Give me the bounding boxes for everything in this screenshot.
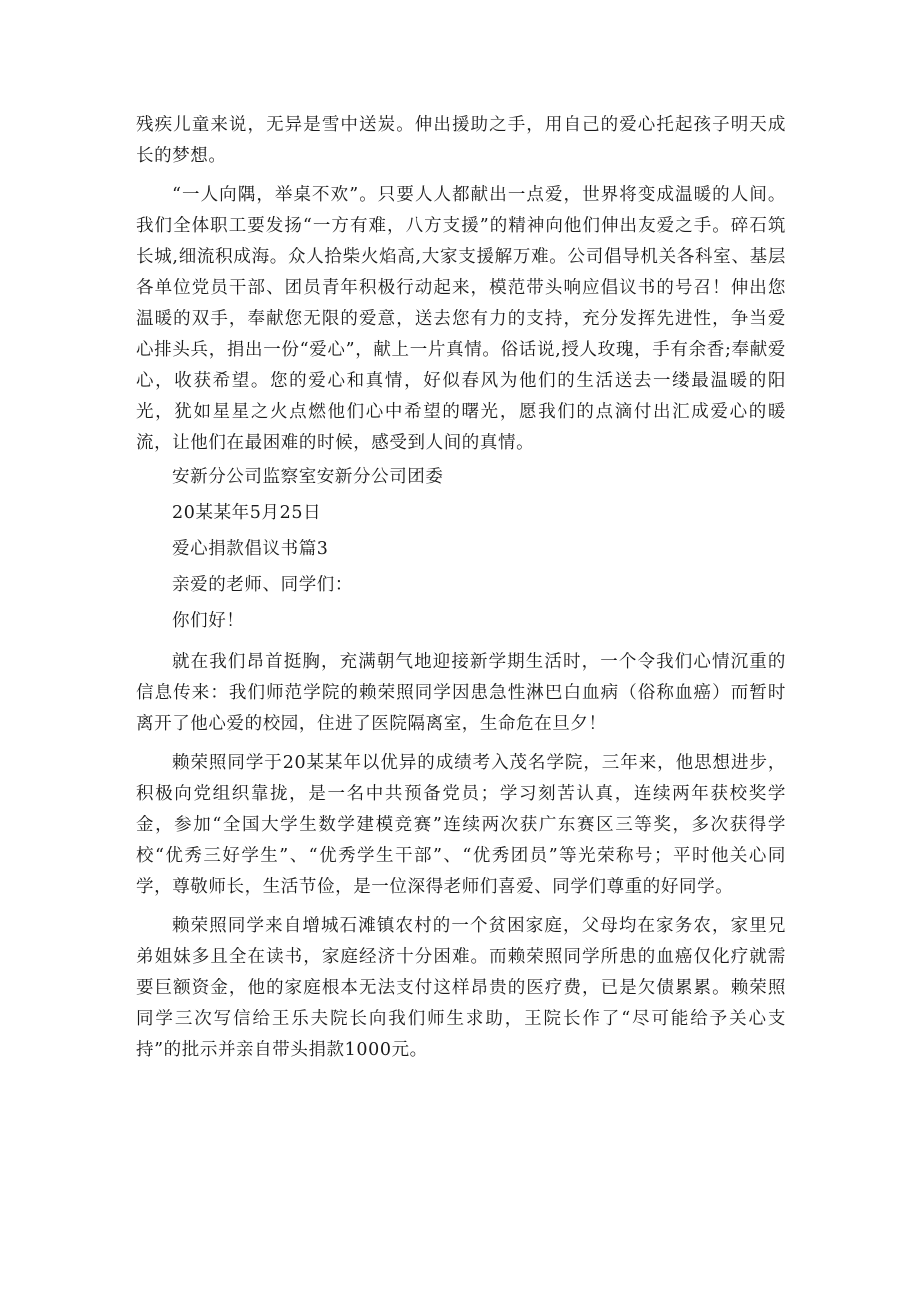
signature-line: 安新分公司监察室安新分公司团委: [172, 467, 444, 487]
paragraph-continuation: 残疾儿童来说，无异是雪中送炭。伸出援助之手，用自己的爱心托起孩子明天成长的梦想。: [136, 115, 786, 166]
paragraph-news: 就在我们昂首挺胸，充满朝气地迎接新学期生活时，一个令我们心情沉重的信息传来：我们师范学院的赖荣照同学因患急性淋巴白血病（俗称血癌）而暂时离开了他心爱的校园，住进了医院隔离室，生命危在旦夕！: [136, 652, 786, 734]
salutation: 亲爱的老师、同学们：: [172, 575, 353, 595]
paragraph-appeal: “一人向隅，举桌不欢”。只要人人都献出一点爱，世界将变成温暖的人间。我们全体职工要发扬“一方有难，八方支援”的精神向他们伸出友爱之手。碎石筑长城,细流积成海。众人拾柴火焰高,大家支援解万难。公司倡导机关各科室、基层各单位党员干部、团员青年积极行动起来，模范带头响应倡议书的号召！伸出您温暖的双手，奉献您无限的爱意，送去您有力的支持，充分发挥先进性，争当爱心排头兵，捐出一份“爱心”，献上一片真情。俗话说,授人玫瑰，手有余香;奉献爱心，收获希望。您的爱心和真情，好似春风为他们的生活送去一缕最温暖的阳光，犹如星星之火点燃他们心中希望的曙光，愿我们的点滴付出汇成爱心的暖流，让他们在最困难的时候，感受到人间的真情。: [136, 185, 786, 453]
paragraph-family: 赖荣照同学来自增城石滩镇农村的一个贫困家庭，父母均在家务农，家里兄弟姐妹多且全在读书，家庭经济十分困难。而赖荣照同学所患的血癌仅化疗就需要巨额资金，他的家庭根本无法支付这样昂贵的医疗费，已是欠债累累。赖荣照同学三次写信给王乐夫院长向我们师生求助，王院长作了“尽可能给予关心支持”的批示并亲自带头捐款1000元。: [136, 916, 786, 1060]
section-title: 爱心捐款倡议书篇3: [172, 539, 329, 559]
date-line: 20某某年5月25日: [172, 503, 322, 523]
greeting: 你们好！: [172, 611, 245, 631]
document-body: [136, 110, 786, 1066]
paragraph-achievements: 赖荣照同学于20某某年以优异的成绩考入茂名学院，三年来，他思想进步，积极向党组织靠拢，是一名中共预备党员；学习刻苦认真，连续两年获校奖学金，参加“全国大学生数学建模竞赛”连续两次获广东赛区三等奖，多次获得学校“优秀三好学生”、“优秀学生干部”、“优秀团员”等光荣称号；平时他关心同学，尊敬师长，生活节俭，是一位深得老师们喜爱、同学们尊重的好同学。: [136, 753, 786, 897]
